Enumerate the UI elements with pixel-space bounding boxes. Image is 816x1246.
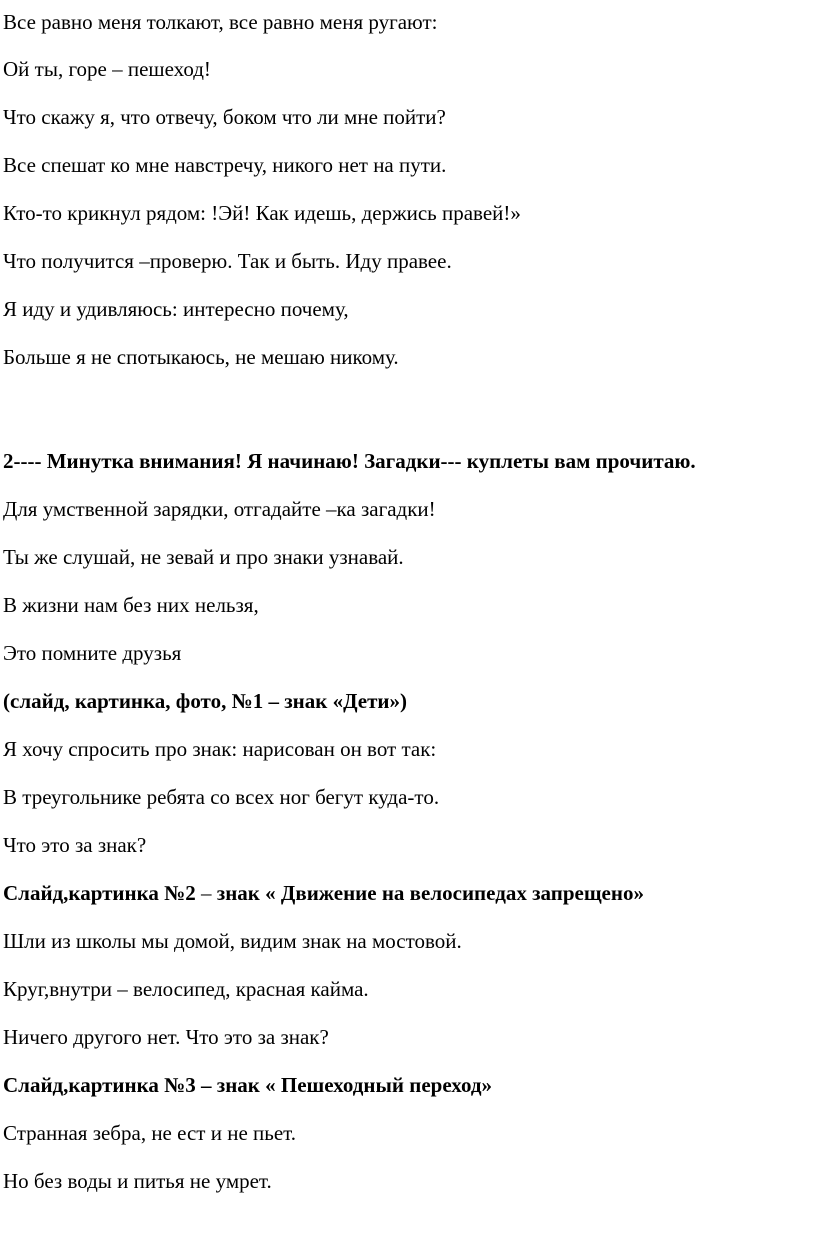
slide-heading-3: Слайд,картинка №3 – знак « Пешеходный переход» [3, 1073, 492, 1097]
riddle-1-line-2: В треугольнике ребята со всех ног бегут куда-то. [3, 785, 440, 809]
riddle-1-line-3: Что это за знак? [3, 833, 147, 857]
poem-line-8: Больше я не спотыкаюсь, не мешаю никому. [3, 345, 399, 369]
text-line-2: Ты же слушай, не зевай и про знаки узнавай. [3, 545, 404, 569]
riddle-3-line-1: Странная зебра, не ест и не пьет. [3, 1121, 296, 1145]
section-heading: 2---- Минутка внимания! Я начинаю! Загадки--- куплеты вам прочитаю. [3, 449, 696, 473]
slide-heading-2 [3, 880, 644, 906]
text-line-4: Это помните друзья [3, 641, 182, 665]
poem-line-2: Ой ты, горе – пешеход! [3, 57, 211, 81]
slide-heading-2-dash: – [195, 881, 217, 905]
riddle-2-line-2: Круг,внутри – велосипед, красная кайма. [3, 977, 369, 1001]
slide-heading-2-label: Слайд,картинка №2 [3, 881, 196, 905]
riddle-2-line-3: Ничего другого нет. Что это за знак? [3, 1025, 329, 1049]
poem-line-5: Кто-то крикнул рядом: !Эй! Как идешь, держись правей!» [3, 201, 521, 225]
poem-line-3: Что скажу я, что отвечу, боком что ли мне пойти? [3, 105, 446, 129]
poem-line-7: Я иду и удивляюсь: интересно почему, [3, 297, 349, 321]
text-line-1: Для умственной зарядки, отгадайте –ка загадки! [3, 497, 436, 521]
riddle-2-line-1: Шли из школы мы домой, видим знак на мостовой. [3, 929, 462, 953]
poem-line-1: Все равно меня толкают, все равно меня ругают: [3, 10, 438, 34]
poem-line-6: Что получится –проверю. Так и быть. Иду правее. [3, 249, 452, 273]
riddle-1-line-1: Я хочу спросить про знак: нарисован он вот так: [3, 737, 437, 761]
text-line-3: В жизни нам без них нельзя, [3, 593, 259, 617]
riddle-3-line-2: Но без воды и питья не умрет. [3, 1169, 272, 1193]
slide-heading-2-sign: знак « Движение на велосипедах запрещено» [216, 881, 644, 905]
poem-line-4: Все спешат ко мне навстречу, никого нет на пути. [3, 153, 447, 177]
slide-heading-1: (слайд, картинка, фото, №1 – знак «Дети») [3, 689, 408, 713]
